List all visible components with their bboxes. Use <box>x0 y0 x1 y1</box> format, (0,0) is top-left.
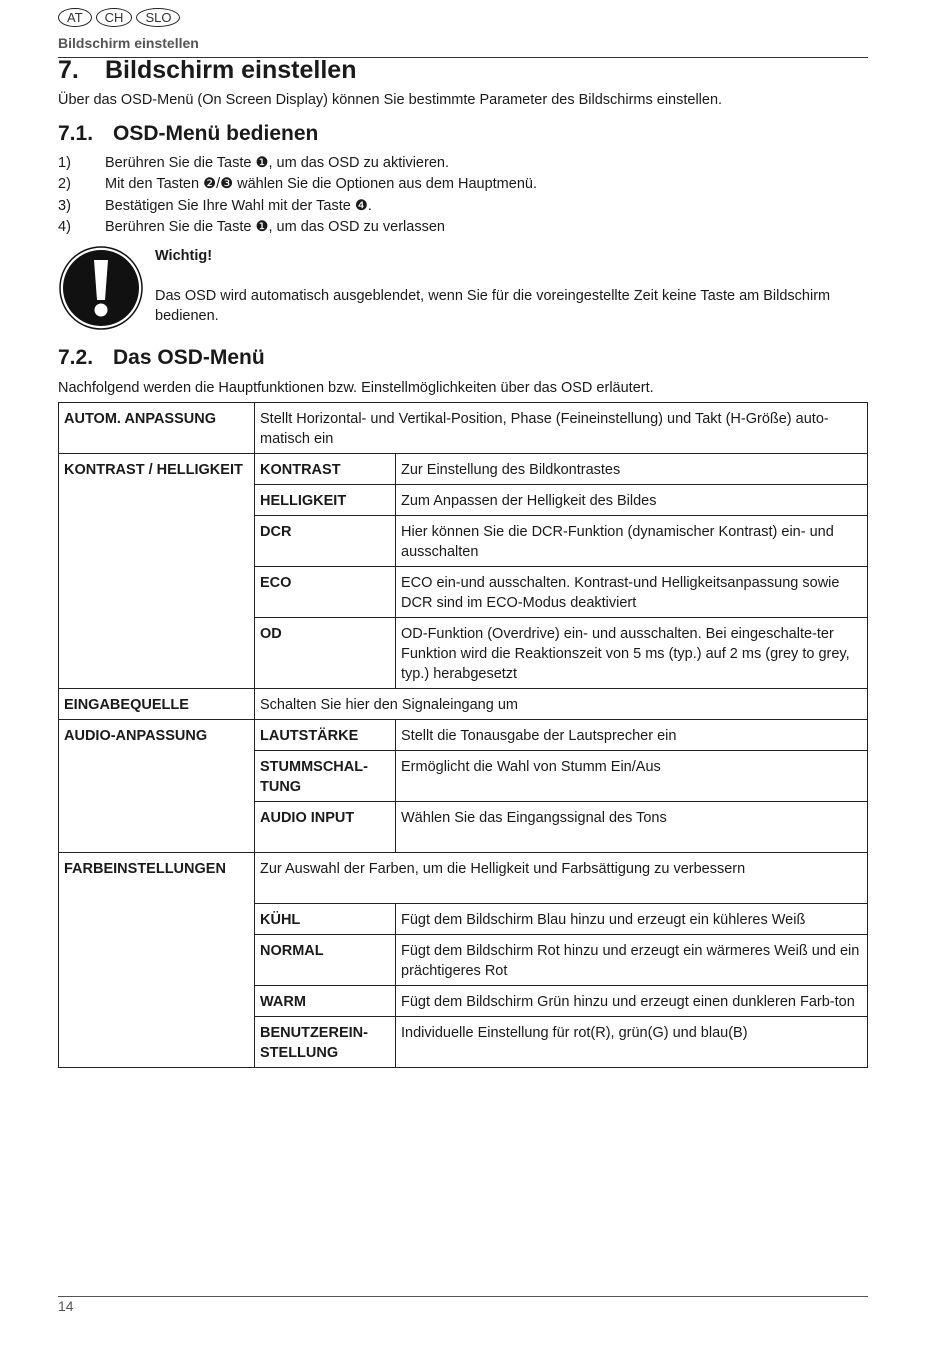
table-cell-desc: Zur Auswahl der Farben, um die Helligkeit und Farbsättigung zu verbessern <box>255 853 868 904</box>
table-cell-name: WARM <box>255 986 396 1017</box>
table-cell-name: ECO <box>255 567 396 618</box>
table-cell-name: HELLIGKEIT <box>255 485 396 516</box>
table-cell-desc: Stellt Horizontal- und Vertikal-Position, Phase (Feineinstellung) und Takt (H-Größe) auto-matisch ein <box>255 403 868 454</box>
table-cell-desc: OD-Funktion (Overdrive) ein- und ausschalten. Bei eingeschalte-ter Funktion wird die Reaktionszeit von 5 ms (typ.) auf 2 ms (grey to grey, typ.) herabgesetzt <box>396 618 868 689</box>
table-cell-desc: Schalten Sie hier den Signaleingang um <box>255 689 868 720</box>
subsection-number: 7.1. <box>58 122 94 145</box>
table-cell-name: AUDIO INPUT <box>255 802 396 853</box>
list-item <box>58 174 537 195</box>
subsection-intro: Nachfolgend werden die Hauptfunktionen bzw. Einstellmöglichkeiten über das OSD erläutert. <box>58 380 654 396</box>
section-title: Bildschirm einstellen <box>105 56 357 84</box>
note-text: Das OSD wird automatisch ausgeblendet, wenn Sie für die voreingestellte Zeit keine Taste am Bildschirm bedienen. <box>155 288 831 324</box>
list-item <box>58 217 537 238</box>
list-item <box>58 196 537 217</box>
step-text: Berühren Sie die Taste ❶, um das OSD zu verlassen <box>105 218 445 235</box>
list-item <box>58 153 537 174</box>
table-cell-name: KONTRAST <box>255 454 396 485</box>
subsection-number: 7.2. <box>58 346 94 369</box>
table-cell-eingabe: EINGABEQUELLE <box>59 689 255 720</box>
table-cell-desc: Wählen Sie das Eingangssignal des Tons <box>396 802 868 853</box>
subsection-title: Das OSD-Menü <box>113 346 265 369</box>
subsection-heading-osd-bedienen <box>58 122 318 146</box>
table-cell-desc: Hier können Sie die DCR-Funktion (dynamischer Kontrast) ein- und ausschalten <box>396 516 868 567</box>
step-index: 1) <box>58 155 71 171</box>
note-title: Wichtig! <box>155 248 213 264</box>
table-cell-desc: Stellt die Tonausgabe der Lautsprecher ein <box>396 720 868 751</box>
table-cell-name: KÜHL <box>255 904 396 935</box>
table-cell-desc: Fügt dem Bildschirm Blau hinzu und erzeugt ein kühleres Weiß <box>396 904 868 935</box>
subsection-title: OSD-Menü bedienen <box>113 122 319 145</box>
step-text: Bestätigen Sie Ihre Wahl mit der Taste ❹. <box>105 197 372 214</box>
table-cell-name: LAUTSTÄRKE <box>255 720 396 751</box>
table-cell-desc: ECO ein-und ausschalten. Kontrast-und Helligkeitsanpassung sowie DCR sind im ECO-Modus deaktiviert <box>396 567 868 618</box>
table-row <box>59 853 868 904</box>
section-number: 7. <box>58 56 79 84</box>
section-heading <box>58 56 356 85</box>
badge-ch: CH <box>96 8 133 27</box>
table-row <box>59 403 868 454</box>
badge-slo: SLO <box>136 8 180 27</box>
table-cell-name: DCR <box>255 516 396 567</box>
table-cell-desc: Individuelle Einstellung für rot(R), grün(G) und blau(B) <box>396 1017 868 1068</box>
running-head: Bildschirm einstellen <box>58 35 199 51</box>
table-cell-farbe: FARBEINSTELLUNGEN <box>59 853 255 1068</box>
table-cell-name: STUMMSCHAL-TUNG <box>255 751 396 802</box>
step-list <box>58 153 537 238</box>
section-intro: Über das OSD-Menü (On Screen Display) können Sie bestimmte Parameter des Bildschirms einstellen. <box>58 92 723 108</box>
table-cell-desc: Zur Einstellung des Bildkontrastes <box>396 454 868 485</box>
table-cell-desc: Fügt dem Bildschirm Grün hinzu und erzeugt einen dunkleren Farb-ton <box>396 986 868 1017</box>
table-row <box>59 720 868 751</box>
osd-function-table <box>58 402 868 1068</box>
badge-at: AT <box>58 8 92 27</box>
table-cell-desc: Zum Anpassen der Helligkeit des Bildes <box>396 485 868 516</box>
footer-divider <box>58 1296 868 1297</box>
table-cell-desc: Ermöglicht die Wahl von Stumm Ein/Aus <box>396 751 868 802</box>
table-cell-name: BENUTZEREIN-STELLUNG <box>255 1017 396 1068</box>
step-index: 2) <box>58 176 71 193</box>
table-cell-name: NORMAL <box>255 935 396 986</box>
page-number: 14 <box>58 1298 74 1314</box>
table-cell-desc: Fügt dem Bildschirm Rot hinzu und erzeugt ein wärmeres Weiß und ein prächtigeres Rot <box>396 935 868 986</box>
subsection-heading-osd-menue <box>58 346 265 370</box>
table-cell-autom: AUTOM. ANPASSUNG <box>59 403 255 454</box>
exclamation-icon <box>59 246 143 330</box>
table-row <box>59 689 868 720</box>
table-cell-kontrast: KONTRAST / HELLIGKEIT <box>59 454 255 689</box>
step-text: Mit den Tasten ❷/❸ wählen Sie die Optionen aus dem Hauptmenü. <box>105 176 537 193</box>
step-index: 4) <box>58 218 71 235</box>
important-note <box>58 246 868 336</box>
table-row <box>59 454 868 485</box>
table-cell-audio: AUDIO-ANPASSUNG <box>59 720 255 853</box>
step-text: Berühren Sie die Taste ❶, um das OSD zu aktivieren. <box>105 155 449 171</box>
step-index: 3) <box>58 197 71 214</box>
country-badges <box>58 8 180 27</box>
table-cell-name: OD <box>255 618 396 689</box>
